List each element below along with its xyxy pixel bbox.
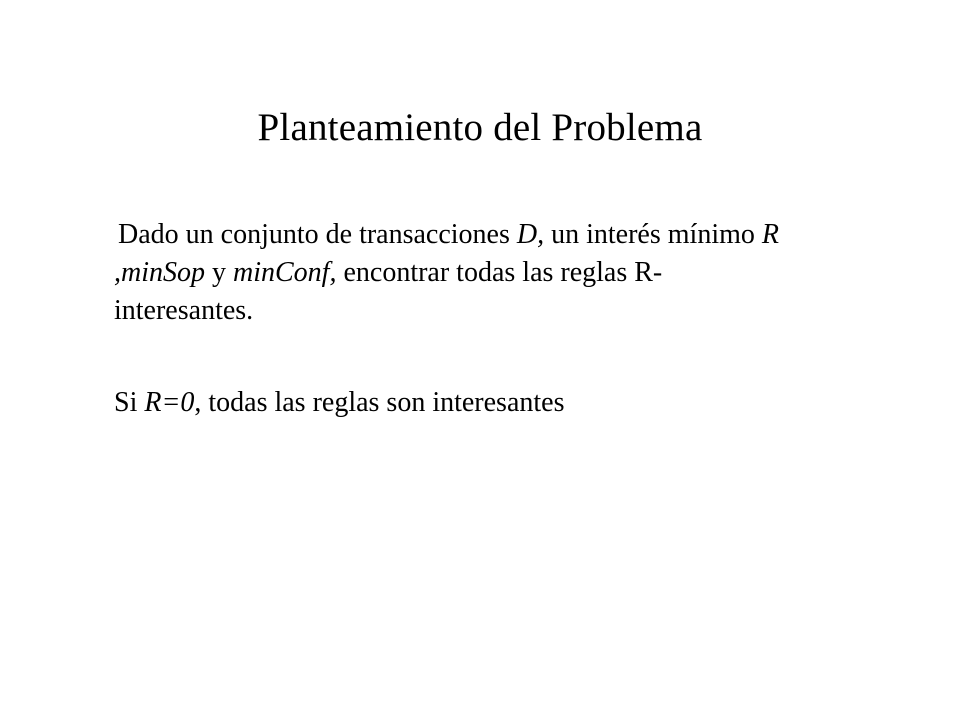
statement-line-1 [114,216,874,254]
special-case-paragraph [114,384,564,422]
italic-segment: R=0 [144,387,195,418]
italic-segment: minConf, [233,257,337,288]
text-segment: Si [114,387,145,418]
italic-segment: D, [516,219,545,250]
text-segment: interesantes. [114,295,254,326]
text-segment: , todas las reglas son interesantes [194,387,565,418]
text-segment: encontrar todas las reglas R- [336,257,663,288]
problem-statement-paragraph [114,216,874,330]
text-segment: Dado un conjunto de transacciones [118,219,517,250]
statement-line-2 [114,254,874,292]
text-segment: y [205,257,233,288]
italic-segment: ,minSop [114,257,205,288]
slide-title: Planteamiento del Problema [257,106,703,149]
statement-line-3 [114,292,874,330]
text-segment: un interés mínimo [544,219,762,250]
italic-segment: R [761,219,779,250]
